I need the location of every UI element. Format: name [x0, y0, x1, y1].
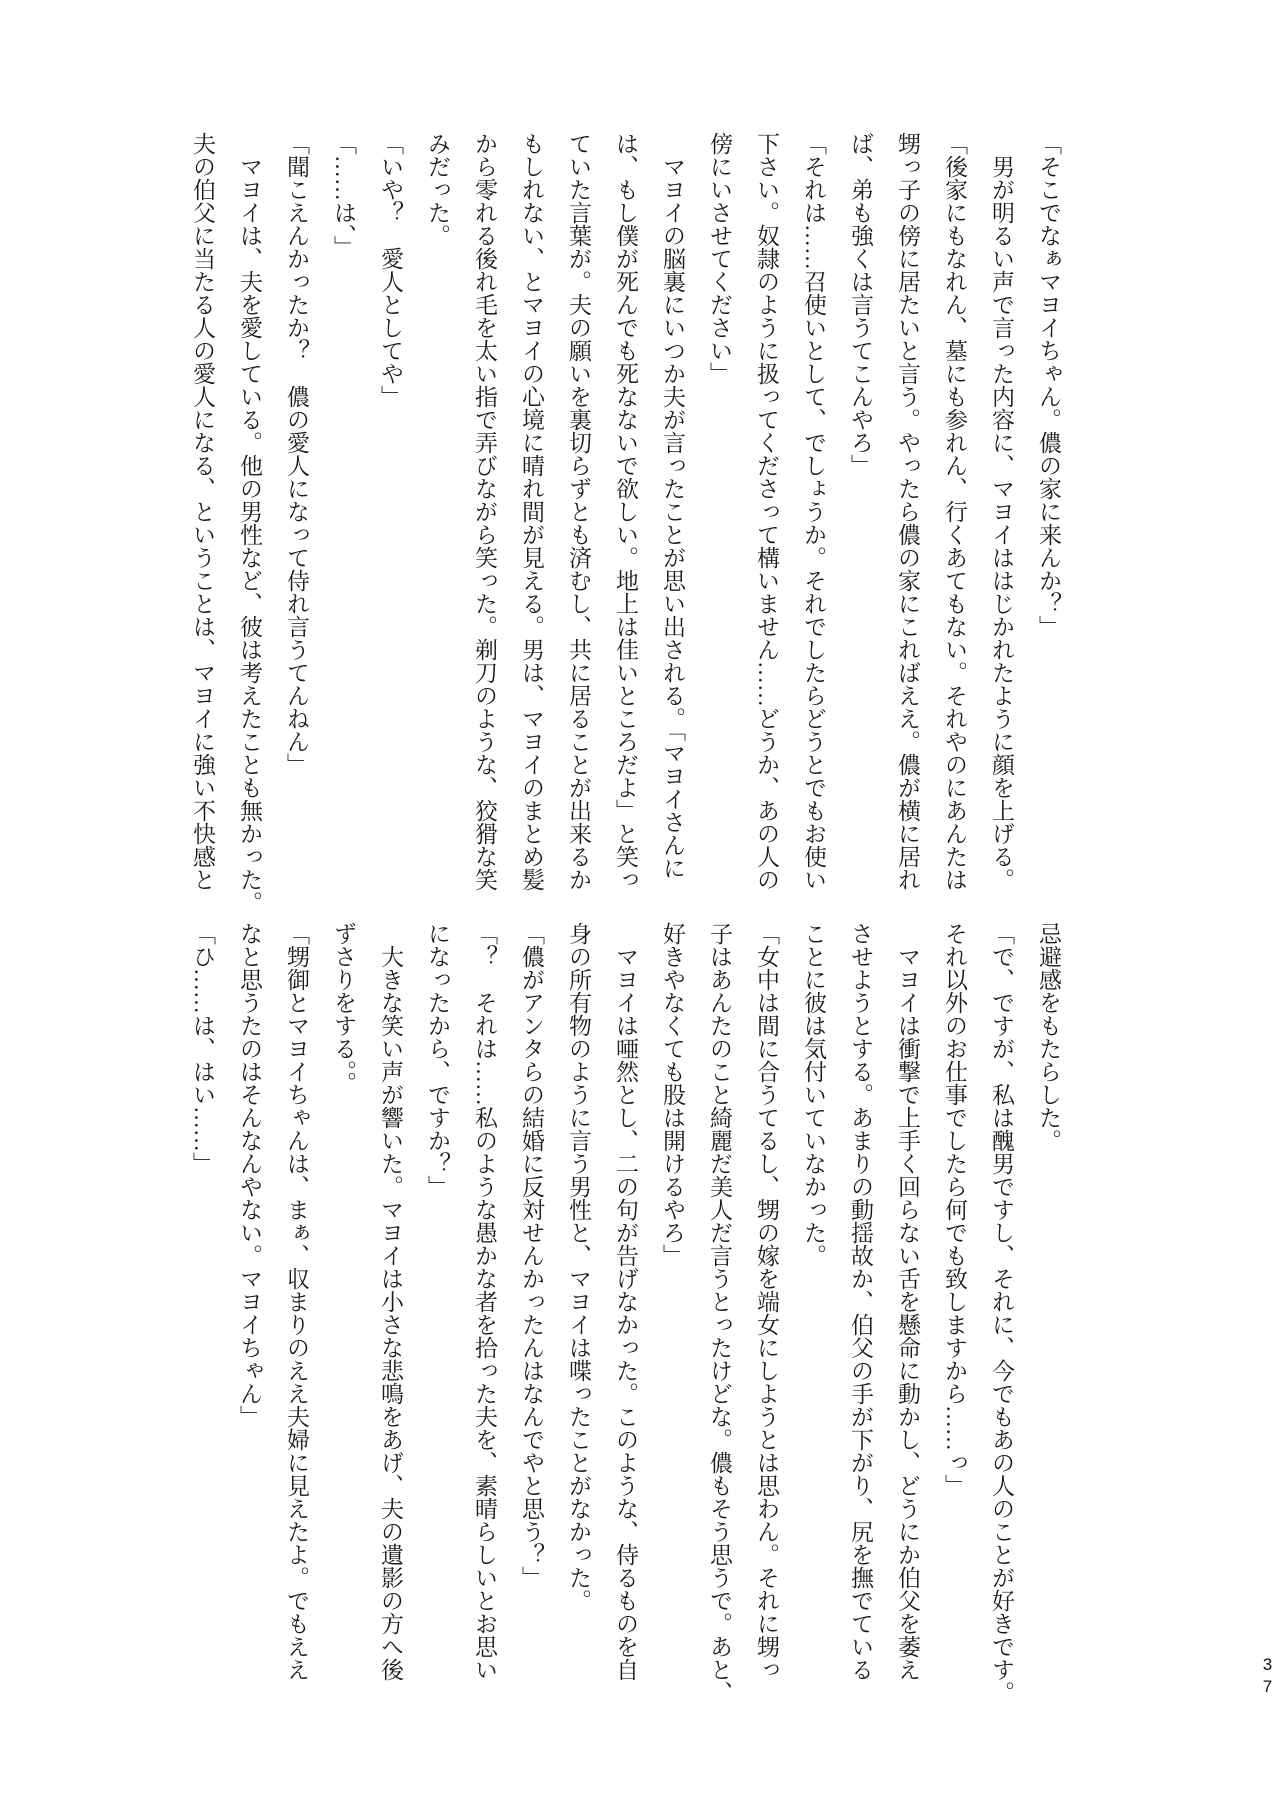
text-line: 夫の伯父に当たる人の愛人になる、ということは、マヨイに強い不快感と	[190, 132, 215, 891]
text-line: ことに彼は気付いていなかった。	[801, 922, 826, 1267]
text-line: 「いや？ 愛人としてや」	[378, 132, 403, 408]
text-line: それ以外のお仕事でしたら何でも致しますから……っ」	[942, 922, 967, 1497]
top-text-block	[179, 132, 1072, 922]
text-line: ていた言葉が。夫の願いを裏切らずとも済むし、共に居ることが出来るか	[566, 132, 591, 891]
text-line: みだった。	[425, 132, 450, 247]
text-line: 「女中は間に合うてるし、甥の嫁を端女にしようとは思わん。それに甥っ	[754, 922, 779, 1681]
text-line: 子はあんたのこと綺麗だ美人だ言うとったけどな。儂もそう思うで。あと、	[707, 922, 732, 1704]
text-line: 下さい。奴隷のように扱ってくださって構いません……どうか、あの人の	[754, 132, 779, 891]
text-line: 「儂がアンタらの結婚に反対せんかったんはなんでやと思う？」	[519, 922, 544, 1589]
text-line: もしれない、とマヨイの心境に晴れ間が見える。男は、マヨイのまとめ髪	[519, 132, 544, 891]
text-line: 身の所有物のように言う男性と、マヨイは喋ったことがなかった。	[566, 922, 591, 1612]
text-line: 「後家にもなれん、墓にも参れん、行くあてもない。それやのにあんたは	[942, 132, 967, 891]
text-line: 「聞こえんかったか？ 儂の愛人になって侍れ言うてんねん」	[284, 132, 309, 776]
text-line: マヨイは唖然とし、二の句が告げなかった。このような、侍るものを自	[613, 922, 638, 1681]
text-line: 好きやなくても股は開けるやろ」	[660, 922, 685, 1267]
text-line: は、もし僕が死んでも死なないで欲しい。地上は佳いところだよ」と笑っ	[613, 132, 638, 891]
text-line: 男が明るい声で言った内容に、マヨイははじかれたように顔を上げる。	[989, 132, 1014, 891]
text-line: 「それは……召使いとして、でしょうか。それでしたらどうとでもお使い	[801, 132, 826, 891]
text-line: 忌避感をもたらした。	[1036, 922, 1061, 1152]
text-line: マヨイの脳裏にいつか夫が言ったことが思い出される。「マヨイさんに	[660, 132, 685, 880]
text-line: から零れる後れ毛を太い指で弄びながら笑った。剃刀のような、狡猾な笑	[472, 132, 497, 891]
text-line: ずさりをする。。	[331, 922, 356, 1095]
text-line: マヨイは、夫を愛している。他の男性など、彼は考えたことも無かった。	[237, 132, 262, 914]
text-line: マヨイは衝撃で上手く回らない舌を懸命に動かし、どうにか伯父を萎え	[895, 922, 920, 1681]
page-number: 37	[1258, 1655, 1277, 1699]
text-line: 甥っ子の傍に居たいと言う。やったら儂の家にこればええ。儂が横に居れ	[895, 132, 920, 891]
text-line: させようとする。あまりの動揺故か、伯父の手が下がり、尻を撫でている	[848, 922, 873, 1681]
text-line: ば、弟も強くは言うてこんやろ」	[848, 132, 873, 477]
text-line: 傍にいさせてください」	[707, 132, 732, 385]
text-line: 「ひ……は、はい……」	[190, 922, 215, 1175]
text-line: 大きな笑い声が響いた。マヨイは小さな悲鳴をあげ、夫の遺影の方へ後	[378, 922, 403, 1681]
bottom-text-block	[179, 922, 1072, 1722]
text-line: になったから、ですか？」	[425, 922, 450, 1198]
text-line: なと思うたのはそんなんやない。マヨイちゃん」	[237, 922, 262, 1428]
text-line: 「……は、」	[331, 132, 356, 259]
text-line: 「で、ですが、私は醜男ですし、それに、今でもあの人のことが好きです。	[989, 922, 1014, 1704]
text-line: 「甥御とマヨイちゃんは、まぁ、収まりのええ夫婦に見えたよ。でもええ	[284, 922, 309, 1681]
text-line: 「そこでなぁマヨイちゃん。儂の家に来んか？」	[1036, 132, 1061, 638]
text-line: 「？ それは……私のような愚かな者を拾った夫を、素晴らしいとお思い	[472, 922, 497, 1681]
